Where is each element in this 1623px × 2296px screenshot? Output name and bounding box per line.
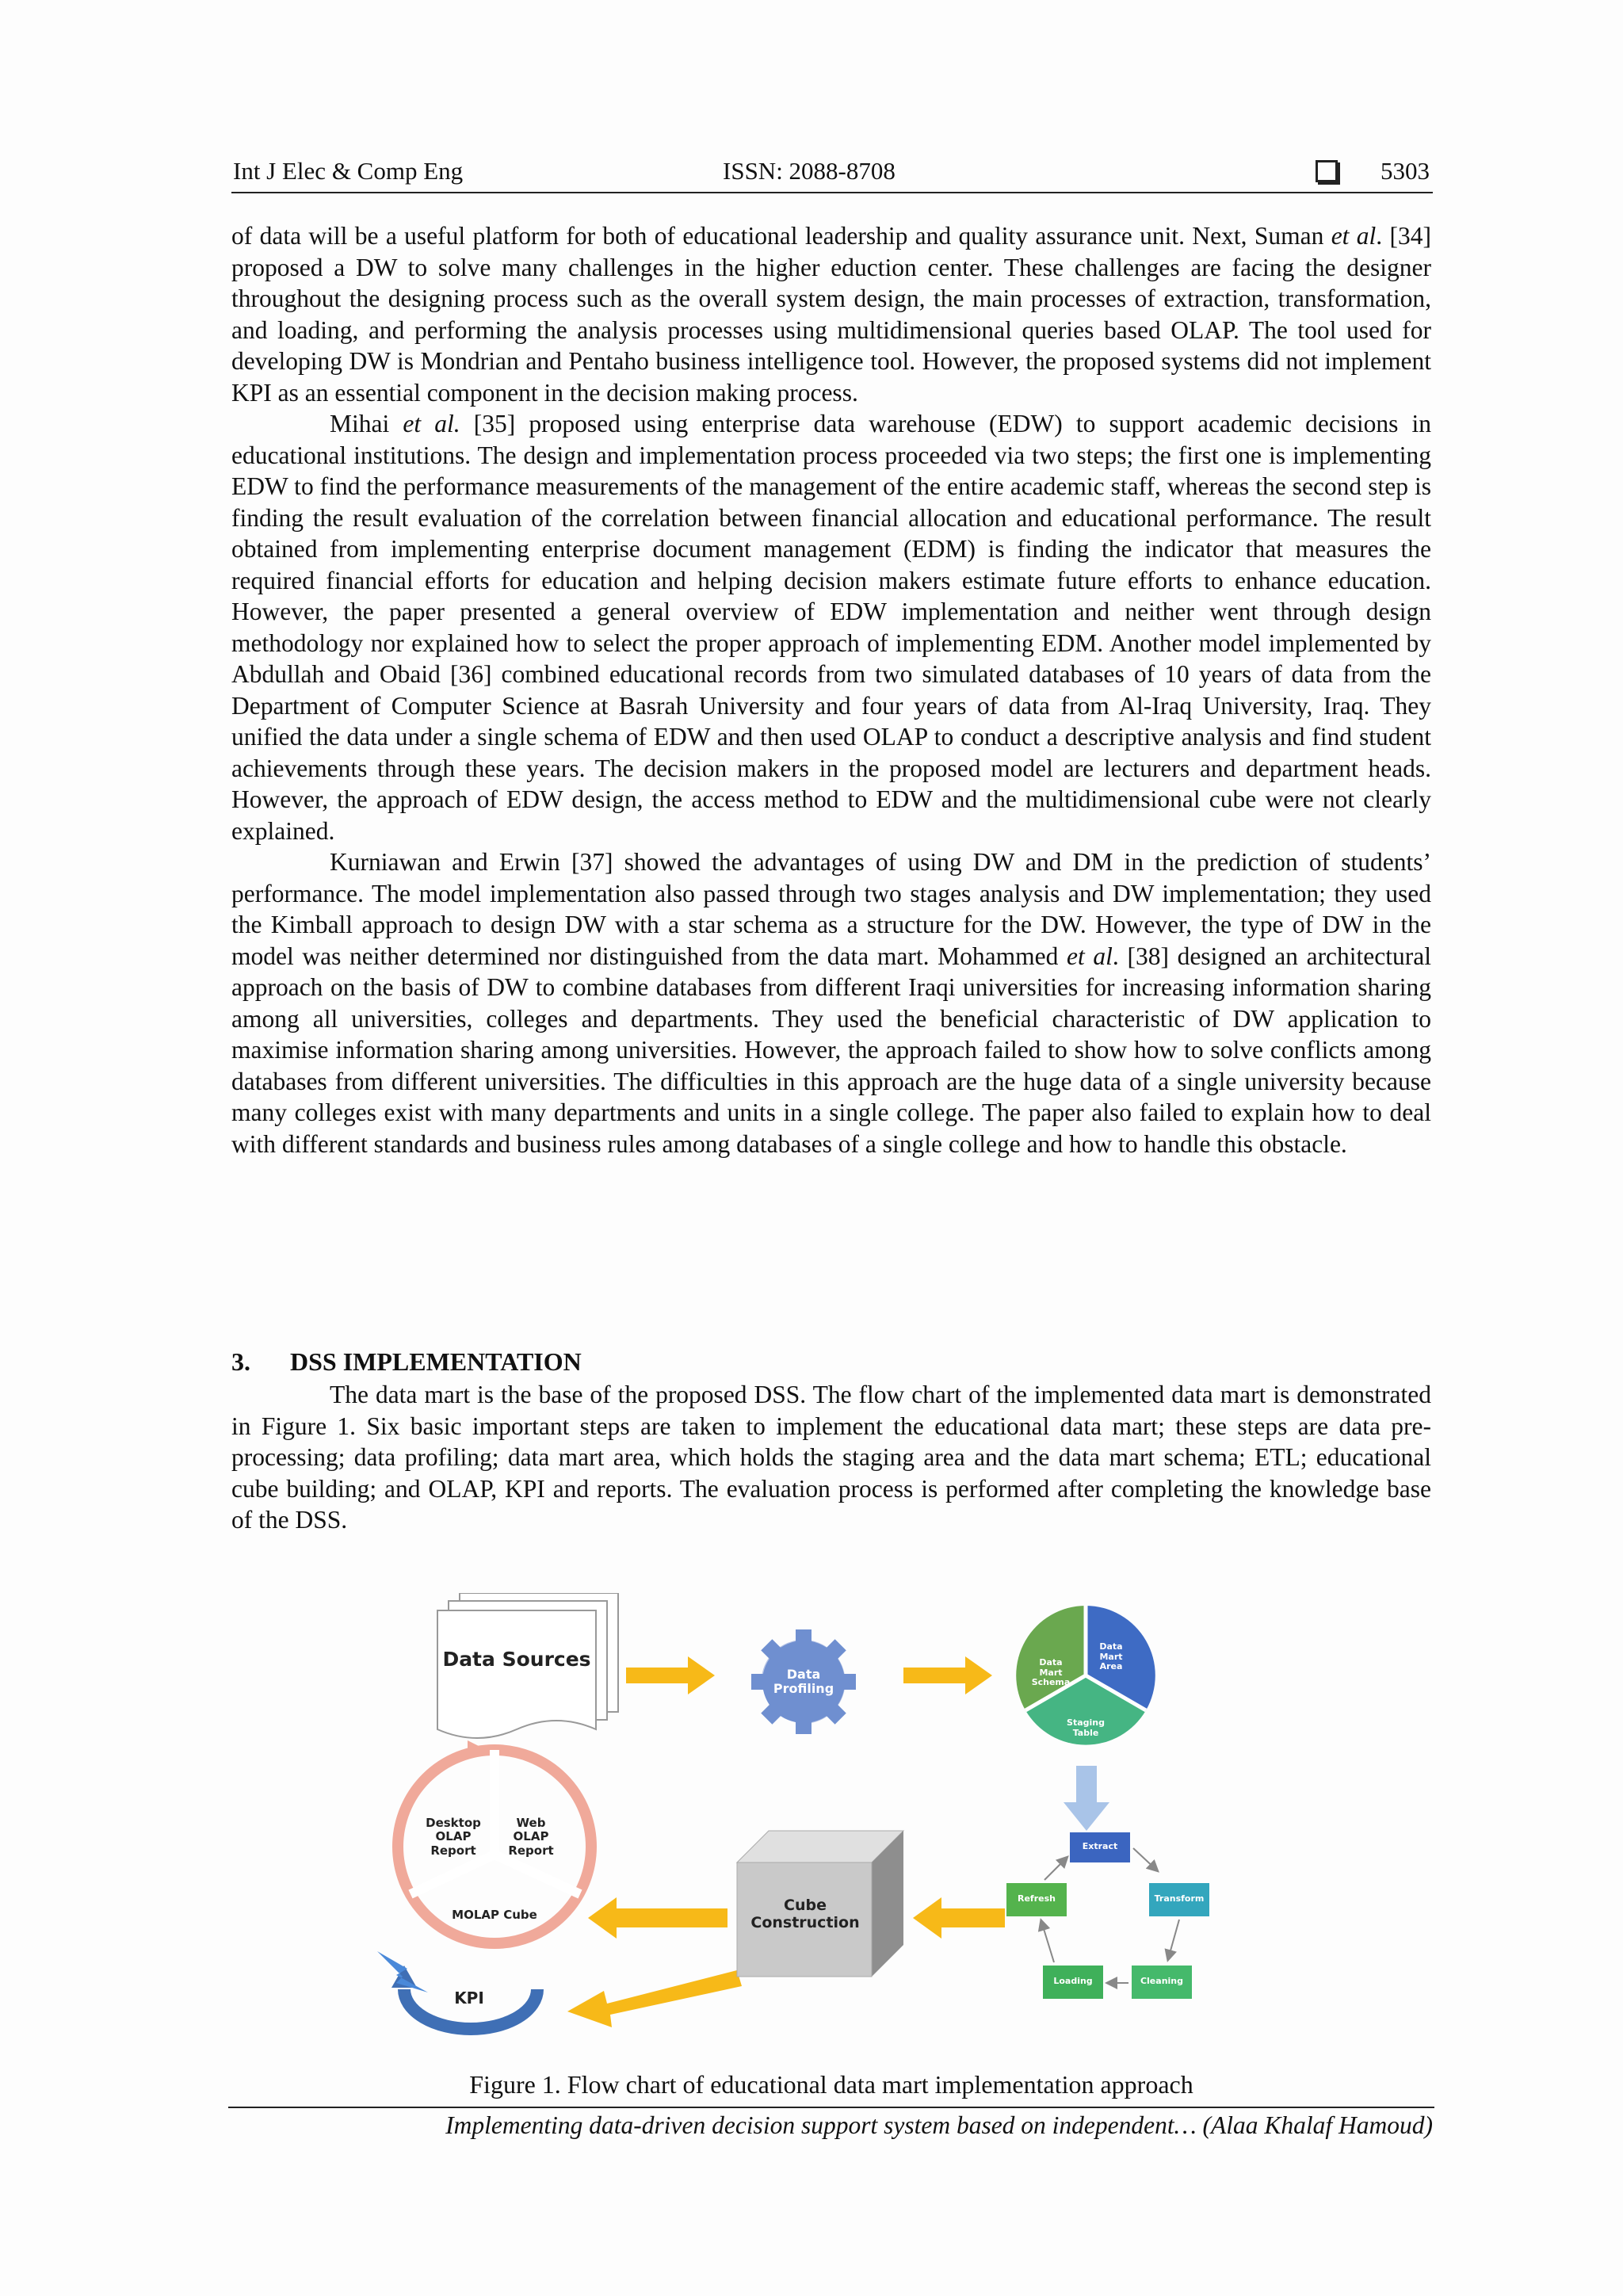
data-sources-label: Data Sources [442, 1648, 591, 1671]
web-olap-label: Web OLAP Report [508, 1816, 554, 1858]
arrow-right-2 [903, 1656, 992, 1694]
data-mart-schema-label: Data Mart Schema [1031, 1657, 1071, 1688]
paragraph-3: Kurniawan and Erwin [37] showed the advantages of using DW and DM in the prediction of students’ performance. The model implementation also passed through two stages analysis and DW implementation; they used the Kimball approach to design DW with a star schema as a structure for the DW. However, the type of DW in the model was neither determined nor distinguished from the data mart. Mohammed et al. [38] designed an architectural approach on the basis of DW to combine databases from different Iraqi universities for increasing information sharing among all universities, colleges and departments. They used the beneficial characteristic of DW application to maximise information sharing among universities. However, the approach failed to show how to solve conflicts among databases from different universities. The difficulties in this approach are the huge data of a single university because many colleges exist with many departments and units in a single college. The paper also failed to explain how to deal with different standards and business rules among databases of a single college and how to handle this obstacle. [231, 848, 1431, 1158]
section-heading [231, 1347, 582, 1377]
molap-cube-label: MOLAP Cube [452, 1908, 537, 1922]
section-body [231, 1379, 1431, 1536]
transform-label: Transform [1154, 1893, 1205, 1904]
staging-table-label: Staging Table [1067, 1717, 1105, 1738]
arrow-left-1 [913, 1897, 1005, 1939]
desktop-olap-label: Desktop OLAP Report [426, 1816, 481, 1858]
cube-construction-label: Cube Construction [750, 1897, 860, 1931]
cleaning-label: Cleaning [1140, 1976, 1184, 1986]
paragraph-2: Mihai et al. [35] proposed using enterprise data warehouse (EDW) to support academic decisions in educational institutions. The design and implementation process proceeded via two steps; the first one is implementing EDW to find the performance measurements of the management of the entire academic staff, whereas the second step is finding the result evaluation of the correlation between financial allocation and educational performance. The result obtained from implementing enterprise document management (EDM) is finding the indicator that measures the required financial efforts for education and helping decision makers estimate future efforts to enhance education. However, the paper presented a general overview of EDW implementation and neither went through design methodology nor explained how to select the proper approach of implementing EDM. Another model implemented by Abdullah and Obaid [36] combined educational records from two simulated databases of 10 years of data from the Department of Computer Science at Basrah University and four years of data from Al-Iraq University, Iraq. They unified the data under a single schema of EDW and then used OLAP to conduct a descriptive analysis and find student achievements through these years. The decision makers in the proposed model are lecturers and department heads. However, the approach of EDW design, the access method to EDW and the multidimensional cube were not clearly explained. [231, 410, 1431, 845]
footer-divider [228, 2107, 1434, 2108]
running-header [231, 154, 1433, 193]
figure-caption: Figure 1. Flow chart of educational data mart implementation approach [469, 2070, 1193, 2099]
journal-name: Int J Elec & Comp Eng [233, 157, 464, 185]
arrow-down [1064, 1766, 1109, 1831]
page-number: 5303 [1381, 157, 1430, 185]
refresh-label: Refresh [1018, 1893, 1056, 1904]
loading-label: Loading [1053, 1976, 1093, 1986]
body-text [231, 220, 1431, 1159]
kpi-label: KPI [454, 1988, 484, 2008]
square-bullet-icon [1316, 160, 1338, 182]
running-footer: Implementing data-driven decision support system based on independent… (Alaa Khalaf Hamoud) [445, 2111, 1433, 2139]
arrow-left-3 [567, 1970, 742, 2027]
data-profiling-label: Data Profiling [773, 1667, 834, 1697]
section-title: DSS IMPLEMENTATION [290, 1347, 582, 1376]
arrow-left-2 [588, 1897, 727, 1939]
section-number: 3. [231, 1347, 250, 1376]
data-mart-area-label: Data Mart Area [1099, 1641, 1123, 1672]
section-paragraph: The data mart is the base of the proposed DSS. The flow chart of the implemented data mart is demonstrated in Figure 1. Six basic important steps are taken to implement the educational data mart; these steps are data pre-processing; data profiling; data mart area, which holds the staging area and the data mart schema; ETL; educational cube building; and OLAP, KPI and reports. The evaluation process is performed after completing the knowledge base of the DSS. [231, 1381, 1431, 1534]
extract-label: Extract [1082, 1841, 1118, 1851]
issn: ISSN: 2088-8708 [723, 157, 896, 185]
arrow-right-1 [626, 1656, 715, 1694]
paragraph-1: of data will be a useful platform for both of educational leadership and quality assurance unit. Next, Suman et al. [34] proposed a DW to solve many challenges in the higher eduction center. These challenges are facing the designer throughout the designing process such as the overall system design, the main processes of extraction, transformation, and loading, and performing the analysis processes using multidimensional queries based OLAP. The tool used for developing DW is Mondrian and Pentaho business intelligence tool. However, the proposed systems did not implement KPI as an essential component in the decision making process. [231, 222, 1431, 407]
figure-1 [372, 1593, 1244, 2053]
